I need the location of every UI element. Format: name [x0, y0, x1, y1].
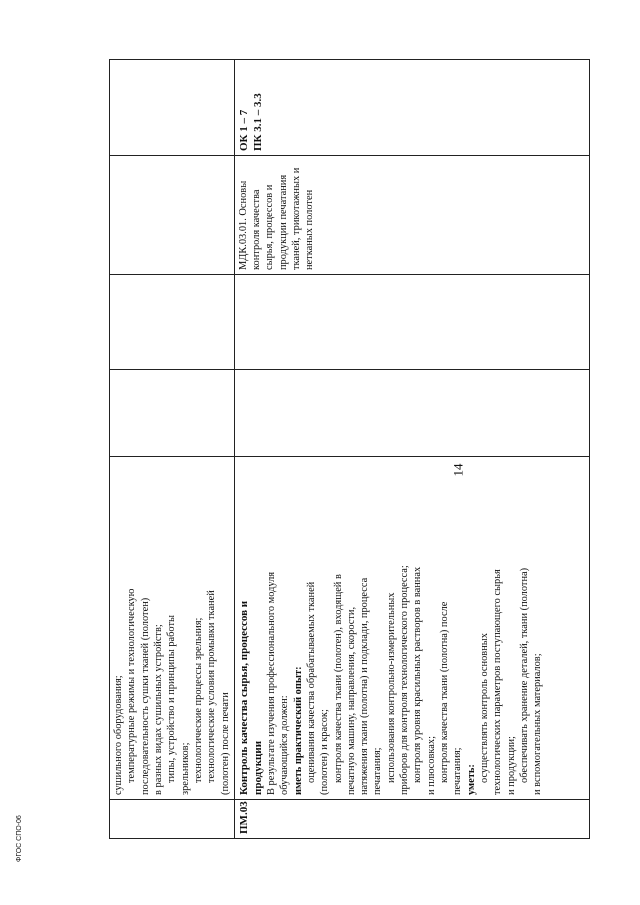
content-line: (полотен) и красок; — [319, 709, 331, 795]
content-line: печатания; — [372, 747, 384, 795]
content-line: типы, устройство и принципы работы — [166, 614, 178, 783]
mdk-line: МДК.03.01. Основы — [237, 180, 249, 270]
content-line: уметь: — [465, 764, 477, 795]
content-cell-pm03 — [234, 457, 589, 800]
content-line: натяжения ткани (полотна) и подклади, процесса — [359, 577, 371, 795]
page-number: 14 — [450, 463, 466, 477]
code-cell-empty — [110, 800, 235, 839]
mdk-line: контроля качества — [251, 189, 263, 270]
content-line: и вспомогательных материалов; — [532, 653, 544, 795]
empty-cell — [234, 275, 589, 370]
empty-cell — [234, 370, 589, 457]
table-row-prev — [110, 60, 235, 839]
content-line: в разных видах сушильных устройств; — [152, 624, 164, 795]
module-title-line: Контроль качества сырья, процессов и — [237, 600, 250, 795]
content-line: использования контрольно-измерительных — [385, 592, 397, 783]
content-line: контроля качества ткани (полотен), входящей в — [332, 574, 344, 783]
footer-code: ФГОС СПО-06 — [16, 815, 23, 862]
content-line: и плюсовках; — [425, 736, 437, 795]
content-line: иметь практический опыт: — [292, 666, 304, 795]
content-line: контроля качества ткани (полотна) после — [439, 601, 451, 783]
content-line: технологические условия промывки тканей — [206, 590, 218, 783]
empty-cell — [110, 60, 235, 156]
competence-line: ОК 1 – 7 — [237, 109, 250, 151]
module-title-line: продукции — [251, 740, 264, 795]
content-line: оценивания качества обрабатываемых тканей — [305, 581, 317, 783]
content-line: печатную машину, направления, скорости, — [345, 606, 357, 795]
module-code: ПМ.03 — [234, 800, 589, 839]
competency-table — [109, 60, 549, 839]
content-line: и продукции; — [505, 736, 517, 795]
empty-cell — [110, 370, 235, 457]
content-cell-prev — [110, 457, 235, 800]
content-line: печатания; — [452, 747, 464, 795]
empty-cell — [110, 156, 235, 275]
competence-line: ПК 3.1 – 3.3 — [251, 93, 264, 151]
content-line: контроля уровня красильных растворов в ваннах — [412, 566, 424, 783]
content-line: обеспечивать хранение деталей, ткани (полотна) — [518, 567, 530, 783]
content-line: обучающийся должен: — [279, 695, 291, 795]
mdk-line: тканей, трикотажных и — [291, 167, 303, 270]
content-line: сушильного оборудования; — [113, 675, 124, 795]
content-line: зрельников; — [179, 742, 191, 795]
mdk-cell — [234, 156, 589, 275]
mdk-line: продукции печатания — [277, 174, 289, 270]
content-line: технологических параметров поступающего сырья — [492, 569, 504, 795]
content-line: технологические процессы зрельния; — [192, 617, 204, 783]
table-row-pm03 — [234, 60, 589, 839]
content-line: последовательность сушки тканей (полотен) — [139, 597, 151, 795]
content-line: приборов для контроля технологического процесса; — [399, 565, 411, 795]
content-line: осуществлять контроль основных — [478, 633, 490, 783]
content-line: (полотен) после печати — [219, 692, 231, 795]
content-line: температурные режимы и технологическую — [126, 588, 138, 783]
competence-cell — [234, 60, 589, 156]
content-line: В результате изучения профессионального модуля — [265, 571, 277, 795]
mdk-line: сырья, процессов и — [264, 184, 276, 270]
empty-cell — [110, 275, 235, 370]
mdk-line: нетканых полотен — [304, 189, 316, 270]
